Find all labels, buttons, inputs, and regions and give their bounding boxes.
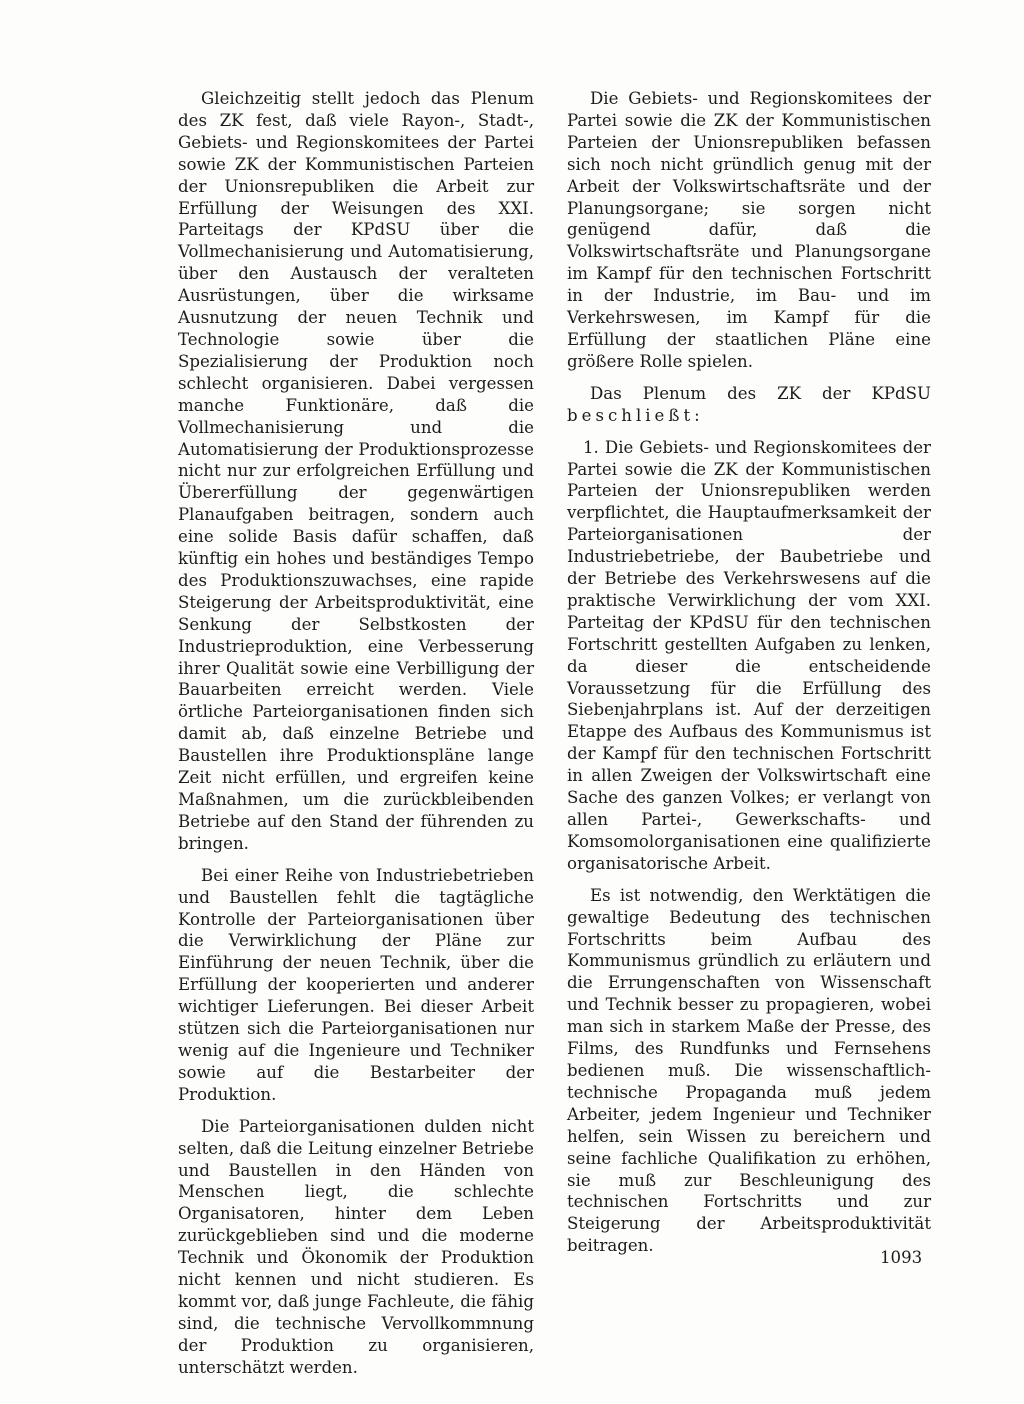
paragraph: Die Gebiets- und Regionskomitees der Partei sowie die ZK der Kommunistischen Parteien der Unionsrepubliken befassen sich noch nicht gründlich genug mit der Arbeit der Volkswirtschaftsräte und der Planungsorgane; sie sorgen nicht genügend dafür, daß die Volkswirtschaftsräte und Planungsorgane im Kampf für den technischen Fortschritt in der Industrie, im Bau- und im Verkehrswesen, im Kampf für die Erfüllung der staatlichen Pläne eine größere Rolle spielen. bbox=[567, 89, 931, 371]
right-text-column bbox=[567, 88, 931, 1267]
paragraph: Es ist notwendig, den Werktätigen die gewaltige Bedeutung des technischen Fortschritts beim Aufbau des Kommunismus gründlich zu erläutern und die Errungenschaften von Wissenschaft und Technik besser zu propagieren, wobei man sich in starkem Maße der Presse, des Films, des Rundfunks und Fernsehens bedienen muß. Die wissenschaftlich-technische Propaganda muß jedem Arbeiter, jedem Ingenieur und Techniker helfen, sein Wissen zu bereichern und seine fachliche Qualifikation zu erhöhen, sie muß zur Beschleunigung des technischen Fortschritts und zur Steigerung der Arbeitsproduktivität beitragen. bbox=[567, 885, 931, 1256]
paragraph: Die Parteiorganisationen dulden nicht selten, daß die Leitung einzelner Betriebe und Baustellen in den Händen von Menschen liegt, die schlechte Organisatoren, hinter dem Leben zurückgeblieben sind und die moderne Technik und Ökonomik der Produktion nicht kennen und nicht studieren. Es kommt vor, daß junge Fachleute, die fähig sind, die technische Vervollkommnung der Produktion zu organisieren, unterschätzt werden. bbox=[178, 1116, 534, 1377]
resolution-heading bbox=[567, 383, 931, 427]
numbered-paragraph: 1. Die Gebiets- und Regionskomitees der Partei sowie die ZK der Kommunistischen Parteien der Unionsrepubliken werden verpflichtet, die Hauptaufmerksamkeit der Parteiorganisationen der Industriebetriebe, der Baubetriebe und der Betriebe des Verkehrswesens auf die praktische Verwirklichung der vom XXI. Parteitag der KPdSU für den technischen Fortschritt gestellten Aufgaben zu lenken, da dieser die entscheidende Voraussetzung für die Erfüllung des Siebenjahrplans ist. Auf der derzeitigen Etappe des Aufbaus des Kommunismus ist der Kampf für den technischen Fortschritt in allen Zweigen der Volkswirtschaft eine Sache des ganzen Volkes; er verlangt von allen Partei-, Gewerkschafts- und Komsomolorganisationen eine qualifizierte organisatorische Arbeit. bbox=[567, 437, 931, 873]
paragraph: Bei einer Reihe von Industriebetrieben und Baustellen fehlt die tagtägliche Kontrolle der Parteiorganisationen über die Verwirklichung der Pläne zur Einführung der neuen Technik, über die Erfüllung der kooperierten und anderer wichtiger Lieferungen. Bei dieser Arbeit stützen sich die Parteiorganisationen nur wenig auf die Ingenieure und Techniker sowie auf die Bestarbeiter der Produktion. bbox=[178, 865, 534, 1104]
left-text-column bbox=[178, 88, 534, 1389]
page-number: 1093 bbox=[880, 1248, 923, 1267]
paragraph: Gleichzeitig stellt jedoch das Plenum des ZK fest, daß viele Rayon-, Stadt-, Gebiets- und Regionskomitees der Partei sowie ZK der Kommunistischen Parteien der Unionsrepubliken die Arbeit zur Erfüllung der Weisungen des XXI. Parteitags der KPdSU über die Vollmechanisierung und Automatisierung, über den Austausch der veralteten Ausrüstungen, über die wirksame Ausnutzung der neuen Technik und Technologie sowie über die Spezialisierung der Produktion noch schlecht organisieren. Dabei vergessen manche Funktionäre, daß die Vollmechanisierung und die Automatisierung der Produktionsprozesse nicht nur zur erfolgreichen Erfüllung und Übererfüllung der gegenwärtigen Planaufgaben beitragen, sondern auch eine solide Basis dafür schaffen, daß künftig ein hohes und beständiges Tempo des Produktionszuwachses, eine rapide Steigerung der Arbeitsproduktivität, eine Senkung der Selbstkosten der Industrieproduktion, eine Verbesserung ihrer Qualität sowie eine Verbilligung der Bauarbeiten erreicht werden. Viele örtliche Parteiorganisationen finden sich damit ab, daß einzelne Betriebe und Baustellen ihre Produktionspläne lange Zeit nicht erfüllen, und ergreifen keine Maßnahmen, um die zurückbleibenden Betriebe auf den Stand der führenden zu bringen. bbox=[178, 89, 534, 853]
resolution-keyword: beschließt: bbox=[567, 405, 704, 425]
resolution-heading-text: Das Plenum des ZK der KPdSU bbox=[590, 383, 931, 403]
